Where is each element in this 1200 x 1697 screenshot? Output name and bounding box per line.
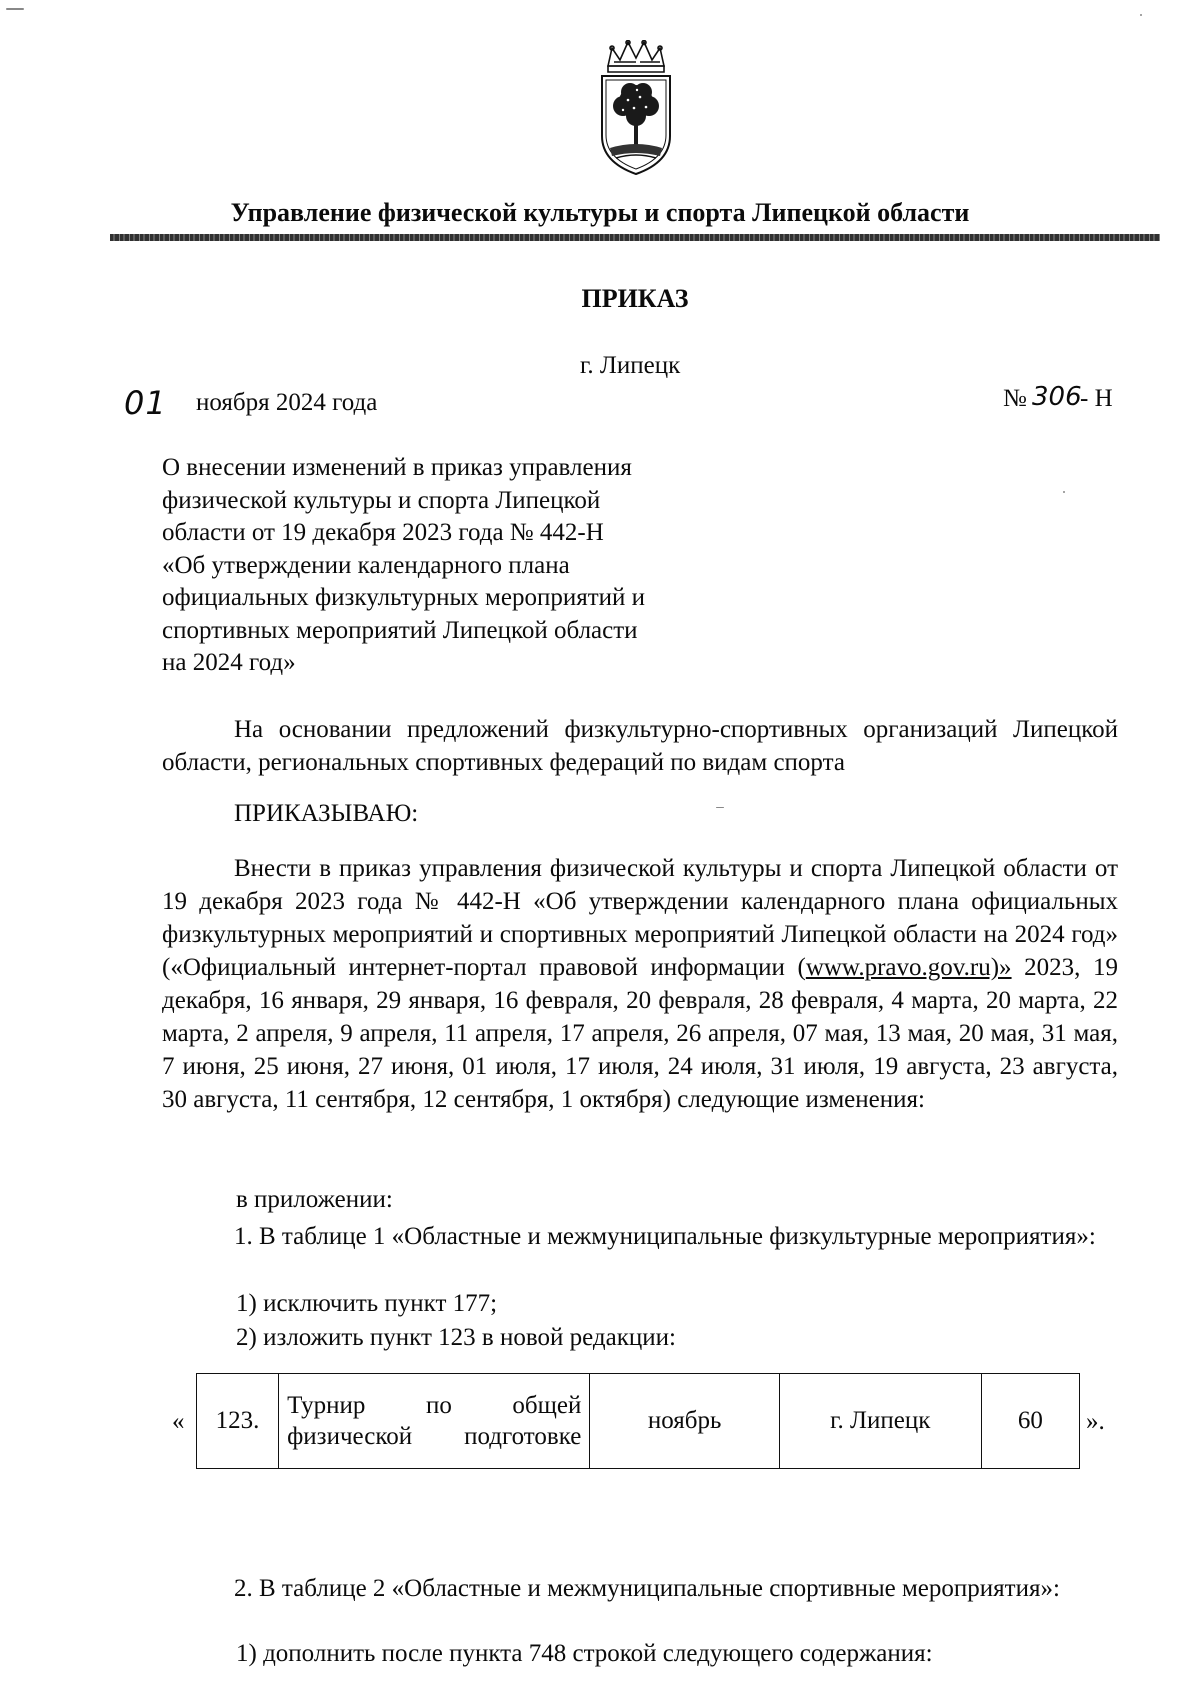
subject-line: спортивных мероприятий Липецкой области xyxy=(162,616,638,644)
main-text-part2: 2023, 19 декабря, 16 января, 29 января, 16 февраля, 20 февраля, 28 февраля, 4 марта, 20 марта, 22 марта, 2 апреля, 9 апреля, 11 апреля, 17 апреля, 26 апреля, 07 мая, 13 мая, 20 мая, 31 мая, 7 июня, 25 июня, 27 июня, 01 июля, 17 июля, 24 июля, 31 июля, 19 августа, 23 августа, 30 августа, 11 сентября, 12 сентября, 1 октября) следующие изменения: xyxy=(162,954,1118,1113)
subject-line: области от 19 декабря 2023 года № 442-Н xyxy=(162,519,604,546)
number-sign: № xyxy=(1003,385,1027,412)
item-1-subitem-1: 1) исключить пункт 177; xyxy=(236,1290,498,1317)
table-close-quote: ». xyxy=(1086,1408,1105,1435)
subject-line: «Об утверждении календарного плана xyxy=(162,551,570,579)
amended-item-table xyxy=(196,1373,1080,1469)
scan-speck xyxy=(1140,14,1142,16)
order-subject xyxy=(162,452,762,680)
cell-place: г. Липецк xyxy=(779,1374,981,1469)
cell-item-number: 123. xyxy=(197,1374,279,1469)
basis-paragraph: На основании предложений физкультурно-спортивных организаций Липецкой области, региональных спортивных федераций по видам спорта xyxy=(162,716,1118,776)
scan-speck xyxy=(716,807,724,808)
cell-participants: 60 xyxy=(981,1374,1079,1469)
subject-line: официальных физкультурных мероприятий и xyxy=(162,584,646,611)
date-day-handwritten: 01 xyxy=(124,384,167,422)
scan-speck xyxy=(1063,491,1065,493)
header-divider xyxy=(110,234,1160,241)
document-type-title: ПРИКАЗ xyxy=(581,284,689,313)
table-open-quote: « xyxy=(172,1408,185,1435)
document-number-handwritten: 306 xyxy=(1032,382,1082,412)
subject-line: на 2024 год» xyxy=(162,649,296,676)
city-label: г. Липецк xyxy=(580,352,681,379)
item-1-paragraph: 1. В таблице 1 «Областные и межмуниципальные физкультурные мероприятия»: xyxy=(234,1223,1096,1250)
decree-heading: ПРИКАЗЫВАЮ: xyxy=(234,800,419,827)
coat-of-arms-emblem xyxy=(590,40,682,180)
subject-line: физической культуры и спорта Липецкой xyxy=(162,486,601,514)
cell-month: ноябрь xyxy=(590,1374,780,1469)
cell-event-name: Турнир по общей физической подготовке xyxy=(279,1374,590,1469)
scan-speck xyxy=(6,8,24,10)
item-2-subitem-1: 1) дополнить после пункта 748 строкой следующего содержания: xyxy=(236,1640,933,1667)
document-number-suffix: - Н xyxy=(1080,385,1113,412)
organization-title: Управление физической культуры и спорта Липецкой области xyxy=(230,198,970,227)
in-appendix-line: в приложении: xyxy=(236,1186,393,1213)
date-text: ноября 2024 года xyxy=(196,389,378,416)
pravo-portal-link[interactable]: www.pravo.gov.ru)» xyxy=(805,954,1012,981)
main-text-part1: Внести в приказ управления физической культуры и спорта Липецкой области от 19 декабря 2023 года № 442-Н «Об утверждении календарного плана официальных физкультурных мероприятий и спортивных мероприятий Липецкой области на 2024 год» («Официальный интернет-портал правовой информации ( xyxy=(162,855,1118,981)
main-paragraph xyxy=(162,852,1118,1116)
table-row xyxy=(197,1374,1080,1469)
item-1-subitem-2: 2) изложить пункт 123 в новой редакции: xyxy=(236,1324,676,1351)
item-2-paragraph: 2. В таблице 2 «Областные и межмуниципальные спортивные мероприятия»: xyxy=(234,1575,1060,1602)
subject-line: О внесении изменений в приказ управления xyxy=(162,454,632,481)
